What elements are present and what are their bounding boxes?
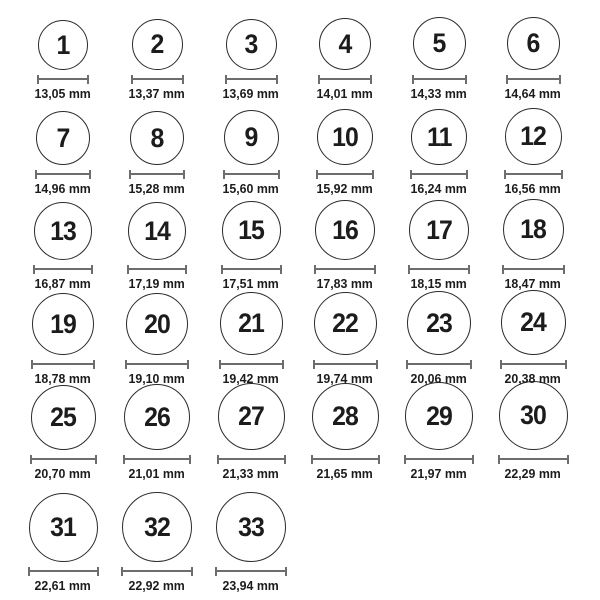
- ring-circle: [31, 385, 96, 450]
- diameter-label: 19,74 mm: [316, 371, 374, 386]
- diameter-measure-line: [502, 265, 565, 274]
- ring-size-number: 29: [426, 400, 452, 431]
- ring-size-number: 26: [144, 401, 170, 432]
- ring-size-number: 31: [50, 512, 76, 542]
- ring-circle: [128, 202, 186, 260]
- ring-size-item: [16, 295, 110, 390]
- diameter-label: 13,69 mm: [222, 86, 280, 101]
- ring-circle: [216, 492, 286, 562]
- measure-bar: [406, 458, 472, 460]
- diameter-measure-line: [217, 455, 286, 464]
- diameter-measure-line: [123, 455, 191, 464]
- ring-size-item: [298, 10, 392, 105]
- ring-size-number: 27: [238, 401, 264, 431]
- measure-bar: [225, 173, 278, 175]
- diameter-measure-line: [129, 170, 185, 179]
- ring-size-item: [204, 390, 298, 485]
- ring-size-number: 12: [520, 121, 546, 151]
- diameter-label: 14,33 mm: [410, 86, 468, 101]
- ring-size-item: [298, 390, 392, 485]
- ring-size-number: 28: [332, 401, 358, 431]
- ring-circle: [503, 199, 564, 260]
- ring-circle: [132, 19, 183, 70]
- diameter-label: 13,37 mm: [128, 86, 186, 101]
- diameter-label: 19,10 mm: [128, 371, 186, 386]
- ring-circle: [218, 383, 285, 450]
- ring-circle: [124, 384, 190, 450]
- diameter-measure-line: [498, 455, 569, 464]
- diameter-label: 20,70 mm: [34, 466, 92, 481]
- ring-circle: [501, 290, 566, 355]
- ring-circle: [126, 293, 188, 355]
- measure-bar: [35, 268, 91, 270]
- ring-size-number: 17: [426, 214, 452, 245]
- ring-size-number: 22: [332, 308, 358, 338]
- chart-row: [16, 390, 600, 485]
- ring-circle: [411, 109, 467, 165]
- diameter-measure-line: [31, 360, 95, 369]
- ring-size-item: [486, 390, 580, 485]
- diameter-label: 16,87 mm: [34, 276, 92, 291]
- ring-size-number: 24: [520, 307, 546, 337]
- ring-size-item: [392, 10, 486, 105]
- measure-bar: [127, 363, 187, 365]
- diameter-measure-line: [127, 265, 187, 274]
- diameter-label: 17,51 mm: [222, 276, 280, 291]
- ring-size-item: [110, 105, 204, 200]
- ring-size-item: [486, 295, 580, 390]
- diameter-label: 22,61 mm: [34, 578, 92, 593]
- ring-size-item: [486, 105, 580, 200]
- diameter-label: 15,60 mm: [222, 181, 280, 196]
- diameter-measure-line: [215, 567, 287, 576]
- ring-circle: [319, 18, 371, 70]
- ring-size-item: [204, 485, 298, 597]
- measure-bar: [125, 458, 189, 460]
- diameter-label: 20,38 mm: [504, 371, 562, 386]
- ring-size-number: 30: [520, 400, 546, 430]
- ring-circle: [36, 111, 90, 165]
- diameter-label: 23,94 mm: [222, 578, 280, 593]
- diameter-measure-line: [500, 360, 567, 369]
- chart-row: [16, 10, 600, 105]
- measure-bar: [37, 173, 89, 175]
- ring-size-item: [16, 10, 110, 105]
- diameter-label: 21,33 mm: [222, 466, 280, 481]
- diameter-label: 16,24 mm: [410, 181, 468, 196]
- measure-bar: [414, 78, 465, 80]
- chart-row: [16, 105, 600, 200]
- ring-size-number: 3: [244, 29, 258, 59]
- diameter-label: 14,64 mm: [504, 86, 562, 101]
- ring-circle: [312, 383, 379, 450]
- diameter-label: 18,47 mm: [504, 276, 562, 291]
- ring-circle: [315, 200, 375, 260]
- ring-circle: [220, 292, 283, 355]
- diameter-label: 14,01 mm: [316, 86, 374, 101]
- ring-size-number: 33: [238, 511, 264, 542]
- ring-size-item: [110, 295, 204, 390]
- diameter-measure-line: [221, 265, 282, 274]
- diameter-measure-line: [30, 455, 97, 464]
- measure-bar: [223, 268, 280, 270]
- diameter-measure-line: [223, 170, 280, 179]
- ring-circle: [29, 493, 98, 562]
- ring-circle: [505, 108, 562, 165]
- measure-bar: [133, 78, 182, 80]
- diameter-measure-line: [311, 455, 380, 464]
- diameter-measure-line: [404, 455, 474, 464]
- ring-circle: [314, 292, 377, 355]
- diameter-label: 15,92 mm: [316, 181, 374, 196]
- ring-size-item: [392, 295, 486, 390]
- ring-circle: [38, 20, 88, 70]
- measure-bar: [320, 78, 370, 80]
- diameter-measure-line: [225, 75, 278, 84]
- ring-size-item: [110, 485, 204, 597]
- measure-bar: [129, 268, 185, 270]
- ring-size-number: 18: [520, 214, 546, 244]
- diameter-measure-line: [506, 75, 561, 84]
- diameter-label: 20,06 mm: [410, 371, 468, 386]
- ring-size-item: [392, 390, 486, 485]
- measure-bar: [33, 363, 93, 365]
- diameter-measure-line: [504, 170, 563, 179]
- diameter-label: 21,97 mm: [410, 466, 468, 481]
- measure-bar: [508, 78, 559, 80]
- ring-circle: [413, 17, 466, 70]
- diameter-label: 22,92 mm: [128, 578, 186, 593]
- ring-size-item: [486, 200, 580, 295]
- ring-size-number: 11: [426, 121, 452, 152]
- diameter-label: 21,65 mm: [316, 466, 374, 481]
- measure-bar: [131, 173, 183, 175]
- measure-bar: [123, 570, 191, 572]
- diameter-label: 19,42 mm: [222, 371, 280, 386]
- ring-size-item: [392, 200, 486, 295]
- diameter-label: 13,05 mm: [34, 86, 92, 101]
- ring-size-number: 10: [332, 121, 358, 152]
- ring-size-number: 15: [238, 215, 264, 245]
- ring-size-item: [204, 10, 298, 105]
- ring-circle: [409, 200, 469, 260]
- diameter-label: 21,01 mm: [128, 466, 186, 481]
- ring-size-number: 16: [332, 214, 358, 245]
- diameter-label: 17,83 mm: [316, 276, 374, 291]
- diameter-measure-line: [131, 75, 184, 84]
- measure-bar: [39, 78, 87, 80]
- ring-circle: [130, 111, 184, 165]
- ring-size-number: 9: [244, 122, 258, 152]
- measure-bar: [502, 363, 565, 365]
- measure-bar: [217, 570, 285, 572]
- ring-size-item: [486, 10, 580, 105]
- ring-size-number: 21: [238, 308, 264, 338]
- measure-bar: [504, 268, 563, 270]
- diameter-label: 18,78 mm: [34, 371, 92, 386]
- ring-circle: [499, 381, 568, 450]
- ring-size-number: 23: [426, 307, 452, 338]
- diameter-measure-line: [318, 75, 372, 84]
- ring-size-item: [298, 105, 392, 200]
- diameter-measure-line: [410, 170, 468, 179]
- ring-size-item: [16, 105, 110, 200]
- ring-size-number: 25: [50, 402, 76, 432]
- measure-bar: [316, 268, 374, 270]
- measure-bar: [32, 458, 95, 460]
- diameter-measure-line: [125, 360, 189, 369]
- ring-size-number: 1: [56, 29, 70, 60]
- ring-circle: [32, 293, 94, 355]
- chart-row: [16, 485, 600, 597]
- ring-size-number: 20: [144, 308, 170, 339]
- ring-size-item: [204, 105, 298, 200]
- ring-size-number: 8: [150, 122, 164, 153]
- ring-circle: [122, 492, 192, 562]
- diameter-measure-line: [313, 360, 378, 369]
- diameter-measure-line: [316, 170, 374, 179]
- ring-size-item: [204, 200, 298, 295]
- ring-circle: [317, 109, 373, 165]
- ring-circle: [222, 201, 281, 260]
- diameter-measure-line: [408, 265, 470, 274]
- ring-size-item: [16, 390, 110, 485]
- ring-size-number: 4: [338, 28, 352, 59]
- ring-size-item: [110, 390, 204, 485]
- ring-size-item: [110, 10, 204, 105]
- diameter-label: 14,96 mm: [34, 181, 92, 196]
- diameter-measure-line: [35, 170, 91, 179]
- chart-row: [16, 200, 600, 295]
- measure-bar: [412, 173, 466, 175]
- ring-size-number: 5: [432, 28, 446, 58]
- ring-circle: [34, 202, 92, 260]
- measure-bar: [221, 363, 282, 365]
- measure-bar: [227, 78, 276, 80]
- measure-bar: [318, 173, 372, 175]
- diameter-label: 22,29 mm: [504, 466, 562, 481]
- diameter-measure-line: [406, 360, 472, 369]
- ring-size-item: [204, 295, 298, 390]
- diameter-label: 16,56 mm: [504, 181, 562, 196]
- ring-size-number: 2: [150, 29, 164, 59]
- ring-circle: [507, 17, 560, 70]
- diameter-label: 17,19 mm: [128, 276, 186, 291]
- ring-size-number: 14: [144, 215, 170, 246]
- ring-size-item: [110, 200, 204, 295]
- measure-bar: [315, 363, 376, 365]
- ring-size-number: 6: [526, 28, 540, 58]
- ring-size-number: 7: [56, 122, 70, 153]
- ring-circle: [224, 110, 279, 165]
- ring-size-item: [392, 105, 486, 200]
- ring-size-item: [298, 295, 392, 390]
- diameter-measure-line: [219, 360, 284, 369]
- ring-circle: [407, 291, 471, 355]
- measure-bar: [313, 458, 378, 460]
- diameter-label: 18,15 mm: [410, 276, 468, 291]
- ring-size-number: 13: [50, 215, 76, 246]
- chart-row: [16, 295, 600, 390]
- measure-bar: [219, 458, 284, 460]
- ring-size-number: 32: [144, 511, 170, 542]
- measure-bar: [500, 458, 567, 460]
- ring-size-item: [16, 200, 110, 295]
- ring-size-item: [16, 485, 110, 597]
- diameter-measure-line: [121, 567, 193, 576]
- diameter-measure-line: [28, 567, 99, 576]
- diameter-measure-line: [37, 75, 89, 84]
- ring-size-number: 19: [50, 308, 76, 339]
- ring-circle: [226, 19, 277, 70]
- measure-bar: [410, 268, 468, 270]
- ring-size-item: [298, 200, 392, 295]
- ring-circle: [405, 382, 473, 450]
- measure-bar: [30, 570, 97, 572]
- measure-bar: [506, 173, 561, 175]
- diameter-measure-line: [33, 265, 93, 274]
- measure-bar: [408, 363, 470, 365]
- diameter-label: 15,28 mm: [128, 181, 186, 196]
- diameter-measure-line: [314, 265, 376, 274]
- diameter-measure-line: [412, 75, 467, 84]
